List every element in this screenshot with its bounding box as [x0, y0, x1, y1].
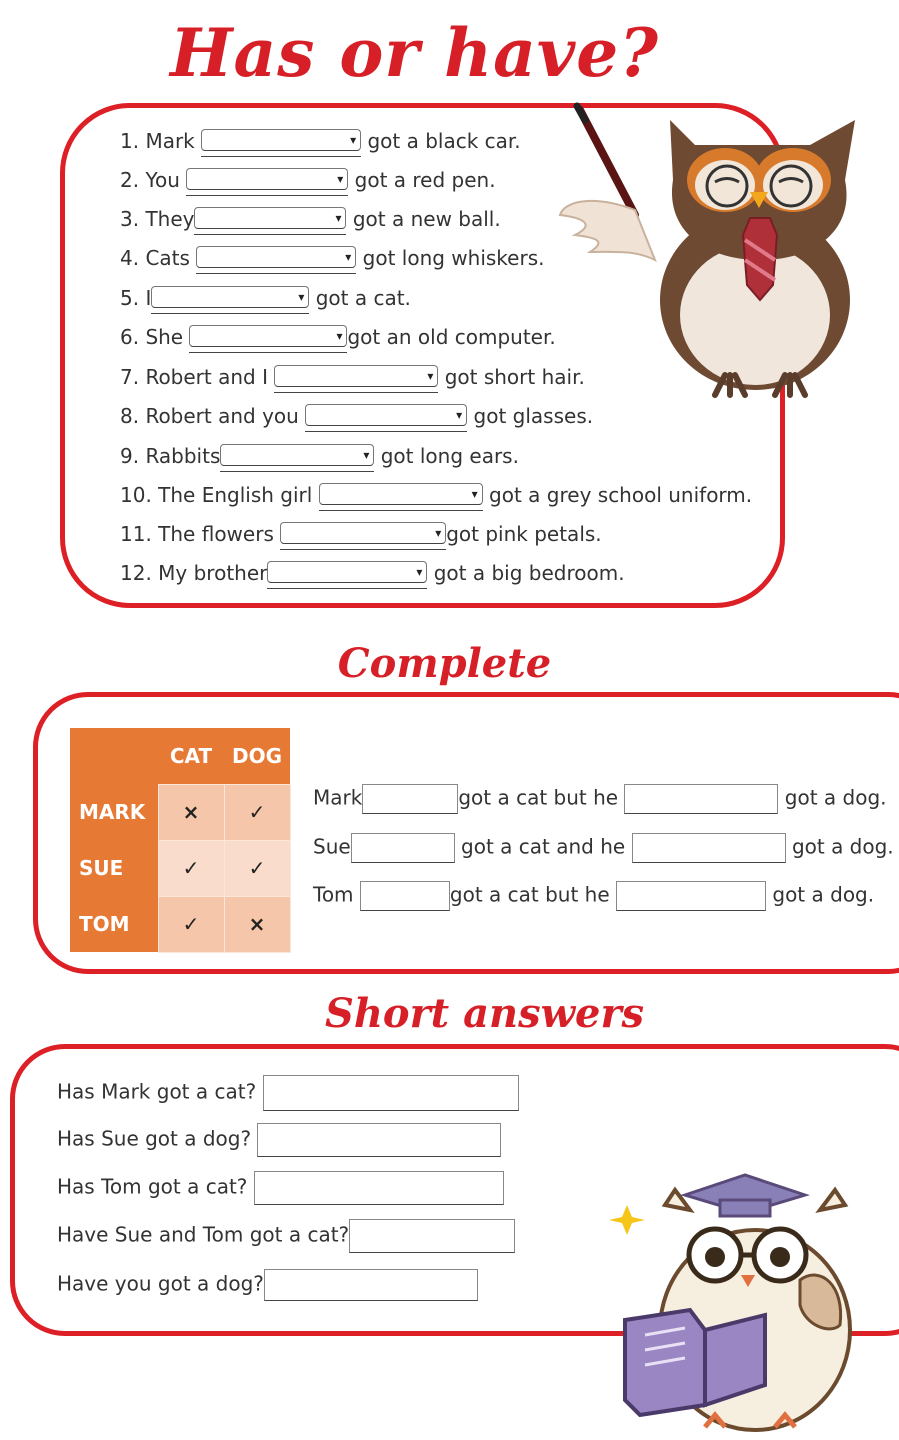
- check-icon: ✓: [224, 784, 290, 840]
- sentence-start: 11. The flowers: [120, 522, 274, 546]
- exercise1-line: [120, 245, 544, 274]
- column-header-dog: DOG: [224, 728, 290, 784]
- exercise1-line: [120, 443, 519, 472]
- exercise1-line: [120, 128, 521, 157]
- check-icon: ✓: [224, 840, 290, 896]
- answer-dropdown[interactable]: [194, 207, 346, 229]
- sentence-start: 5. I: [120, 286, 152, 310]
- exercise1-line: [120, 403, 593, 432]
- question-text: Has Tom got a cat?: [57, 1174, 248, 1199]
- table-corner: [70, 728, 158, 784]
- sentence-end: got glasses.: [473, 404, 594, 428]
- check-icon: ✓: [158, 896, 224, 952]
- subject-name: Mark: [313, 785, 363, 810]
- row-header-sue: SUE: [70, 840, 158, 896]
- exercise1-line: [120, 324, 556, 353]
- answer-dropdown[interactable]: [186, 168, 348, 190]
- answer-dropdown[interactable]: [319, 483, 483, 505]
- answer-textbox[interactable]: [263, 1075, 519, 1111]
- column-header-cat: CAT: [158, 728, 224, 784]
- sentence-end: got pink petals.: [446, 522, 602, 546]
- answer-dropdown[interactable]: [220, 444, 374, 466]
- sentence-start: 7. Robert and I: [120, 365, 268, 389]
- sentence-end: got a red pen.: [354, 168, 496, 192]
- complete-line: [313, 833, 894, 863]
- complete-line: [313, 881, 874, 911]
- answer-textbox[interactable]: [254, 1171, 504, 1205]
- sentence-start: 9. Rabbits: [120, 444, 221, 468]
- sentence-start: 8. Robert and you: [120, 404, 299, 428]
- sentence-start: 6. She: [120, 325, 184, 349]
- teacher-owl-illustration: [555, 100, 885, 400]
- cross-icon: ×: [158, 784, 224, 840]
- sentence-end: got a cat.: [315, 286, 411, 310]
- sentence-start: 4. Cats: [120, 246, 190, 270]
- answer-textbox[interactable]: [362, 784, 458, 814]
- sentence-middle: got a cat but he: [449, 882, 610, 907]
- sentence-end: got a black car.: [367, 129, 521, 153]
- sentence-end: got a grey school uniform.: [489, 483, 753, 507]
- answer-dropdown[interactable]: [267, 561, 427, 583]
- answer-textbox[interactable]: [351, 833, 455, 863]
- sentence-end: got an old computer.: [347, 325, 556, 349]
- answer-dropdown[interactable]: [189, 325, 347, 347]
- exercise1-line: [120, 167, 496, 196]
- cross-icon: ×: [224, 896, 290, 952]
- main-title: Has or have?: [170, 14, 659, 92]
- question-line: [57, 1269, 478, 1301]
- answer-dropdown[interactable]: [151, 286, 309, 308]
- answer-dropdown[interactable]: [280, 522, 446, 544]
- sentence-end: got a dog.: [791, 834, 894, 859]
- subject-name: Sue: [313, 834, 351, 859]
- row-header-mark: MARK: [70, 784, 158, 840]
- sentence-start: 2. You: [120, 168, 180, 192]
- complete-title: Complete: [337, 640, 552, 687]
- sentence-end: got long ears.: [380, 444, 519, 468]
- sentence-end: got a dog.: [784, 785, 887, 810]
- short-answers-title: Short answers: [324, 990, 645, 1037]
- answer-textbox[interactable]: [360, 881, 450, 911]
- question-text: Have you got a dog?: [57, 1271, 264, 1296]
- sentence-end: got a big bedroom.: [433, 561, 625, 585]
- check-icon: ✓: [158, 840, 224, 896]
- sentence-start: 10. The English girl: [120, 483, 313, 507]
- exercise1-line: [120, 560, 625, 589]
- exercise1-line: [120, 206, 501, 235]
- answer-textbox[interactable]: [624, 784, 778, 814]
- reading-owl-illustration: [605, 1165, 875, 1435]
- answer-dropdown[interactable]: [201, 129, 361, 151]
- subject-name: Tom: [313, 882, 354, 907]
- answer-textbox[interactable]: [264, 1269, 478, 1301]
- answer-dropdown[interactable]: [274, 365, 438, 387]
- sentence-start: 3. They: [120, 207, 195, 231]
- answer-dropdown[interactable]: [196, 246, 356, 268]
- sentence-end: got a dog.: [772, 882, 875, 907]
- question-line: [57, 1123, 501, 1157]
- answer-textbox[interactable]: [616, 881, 766, 911]
- exercise1-line: [120, 364, 585, 393]
- question-text: Has Mark got a cat?: [57, 1079, 257, 1104]
- sentence-end: got short hair.: [444, 365, 585, 389]
- answer-textbox[interactable]: [257, 1123, 501, 1157]
- question-text: Has Sue got a dog?: [57, 1126, 252, 1151]
- sentence-start: 1. Mark: [120, 129, 195, 153]
- sentence-end: got long whiskers.: [362, 246, 545, 270]
- question-line: [57, 1171, 504, 1205]
- sentence-start: 12. My brother: [120, 561, 268, 585]
- complete-line: [313, 784, 887, 814]
- sentence-end: got a new ball.: [352, 207, 501, 231]
- answer-textbox[interactable]: [349, 1219, 515, 1253]
- answer-dropdown[interactable]: [305, 404, 467, 426]
- question-text: Have Sue and Tom got a cat?: [57, 1222, 350, 1247]
- row-header-tom: TOM: [70, 896, 158, 952]
- answer-textbox[interactable]: [632, 833, 786, 863]
- sentence-middle: got a cat but he: [458, 785, 619, 810]
- question-line: [57, 1219, 515, 1253]
- question-line: [57, 1075, 519, 1111]
- pets-table: [70, 728, 291, 953]
- exercise1-line: [120, 482, 752, 511]
- exercise1-line: [120, 285, 411, 314]
- exercise1-line: [120, 521, 602, 550]
- sentence-middle: got a cat and he: [461, 834, 626, 859]
